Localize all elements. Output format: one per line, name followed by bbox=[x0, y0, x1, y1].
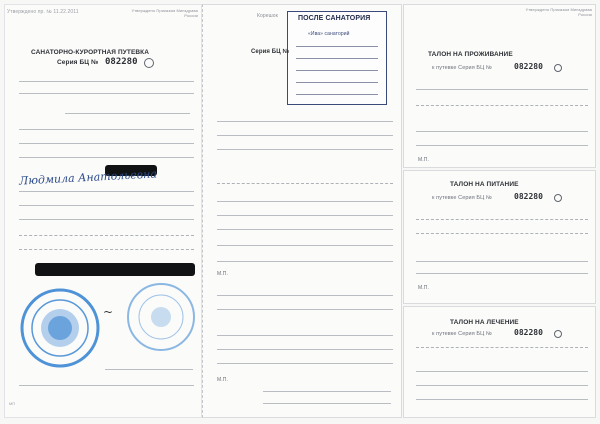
field-line bbox=[217, 295, 393, 296]
field-line bbox=[217, 261, 393, 262]
coupon-meals bbox=[403, 170, 596, 304]
footer-note: МП bbox=[9, 401, 16, 406]
field-line bbox=[19, 235, 194, 236]
stamp-subtitle: «Ива» санаторий bbox=[308, 31, 350, 37]
field-line bbox=[263, 403, 391, 404]
coupon-series: к путевке Серия БЦ № bbox=[432, 65, 492, 71]
field-line bbox=[263, 391, 391, 392]
stamp-line bbox=[296, 46, 378, 47]
stamp-line bbox=[296, 82, 378, 83]
stamp-mp-label: М.П. bbox=[217, 271, 228, 277]
field-line bbox=[217, 229, 393, 230]
field-line bbox=[416, 89, 588, 90]
field-line bbox=[19, 129, 194, 130]
handwritten-name: Людмила Анатольевна bbox=[18, 167, 158, 188]
field-line bbox=[217, 215, 393, 216]
stub-series: Серия БЦ № bbox=[251, 49, 290, 55]
field-line bbox=[217, 149, 393, 150]
round-stamp-icon bbox=[19, 287, 101, 369]
field-line bbox=[19, 143, 194, 144]
stamp-line bbox=[296, 94, 378, 95]
field-line bbox=[19, 219, 194, 220]
field-line bbox=[217, 201, 393, 202]
field-line bbox=[19, 249, 194, 250]
stamp-line bbox=[296, 58, 378, 59]
field-line bbox=[416, 371, 588, 372]
top-note-left: Утверждено пр. № 11.22.2011 bbox=[7, 9, 79, 15]
coupon-number: 082280 bbox=[514, 328, 543, 337]
voucher-title: САНАТОРНО-КУРОРТНАЯ ПУТЕВКА bbox=[31, 49, 150, 56]
field-line bbox=[416, 105, 588, 106]
approval-block: Утверждено Приказом Минздрава России bbox=[131, 8, 198, 18]
field-line bbox=[416, 145, 588, 146]
coupon-number: 082280 bbox=[514, 62, 543, 71]
field-line bbox=[217, 363, 393, 364]
signature-mark: ~ bbox=[103, 305, 114, 319]
field-line bbox=[105, 369, 193, 370]
field-line bbox=[19, 205, 194, 206]
stamp-mp-label: М.П. bbox=[217, 377, 228, 383]
coupon-title: ТАЛОН НА ПРОЖИВАНИЕ bbox=[428, 51, 513, 58]
field-line bbox=[217, 245, 393, 246]
field-line bbox=[416, 273, 588, 274]
number-circle-mark bbox=[554, 330, 562, 338]
voucher-number: 082280 bbox=[105, 57, 138, 67]
field-line bbox=[416, 261, 588, 262]
field-line bbox=[217, 335, 393, 336]
coupon-number: 082280 bbox=[514, 192, 543, 201]
field-line bbox=[65, 113, 190, 114]
field-line bbox=[19, 157, 194, 158]
coupon-series: к путевке Серия БЦ № bbox=[432, 195, 492, 201]
corner-label: Корешок bbox=[257, 13, 278, 19]
field-line bbox=[19, 385, 194, 386]
voucher-series: Серия БЦ № bbox=[57, 59, 99, 66]
field-line bbox=[416, 385, 588, 386]
field-line bbox=[217, 309, 393, 310]
coupon-series: к путевке Серия БЦ № bbox=[432, 331, 492, 337]
stamp-title: ПОСЛЕ САНАТОРИЯ bbox=[298, 15, 371, 22]
coupon-treatment bbox=[403, 306, 596, 418]
field-line bbox=[416, 399, 588, 400]
stamp-line bbox=[296, 70, 378, 71]
rect-stamp bbox=[287, 11, 387, 105]
field-line bbox=[217, 135, 393, 136]
field-line bbox=[19, 93, 194, 94]
redaction-bar bbox=[35, 263, 195, 276]
field-line bbox=[217, 121, 393, 122]
field-line bbox=[416, 233, 588, 234]
voucher-stub-panel bbox=[202, 4, 402, 418]
field-line bbox=[217, 183, 393, 184]
field-line bbox=[416, 347, 588, 348]
voucher-main-panel bbox=[4, 4, 202, 418]
field-line bbox=[217, 349, 393, 350]
stamp-mp-label: М.П. bbox=[418, 285, 429, 291]
number-circle-mark bbox=[554, 194, 562, 202]
coupon-title: ТАЛОН НА ПИТАНИЕ bbox=[450, 181, 519, 188]
coupon-accommodation bbox=[403, 4, 596, 168]
coupon-title: ТАЛОН НА ЛЕЧЕНИЕ bbox=[450, 319, 519, 326]
field-line bbox=[19, 81, 194, 82]
field-line bbox=[416, 219, 588, 220]
field-line bbox=[416, 131, 588, 132]
number-circle-mark bbox=[554, 64, 562, 72]
round-stamp-icon bbox=[125, 281, 197, 353]
stamp-mp-label: М.П. bbox=[418, 157, 429, 163]
field-line bbox=[19, 191, 194, 192]
approval-block: Утверждено Приказом Минздрава России bbox=[525, 7, 592, 17]
number-circle-mark bbox=[144, 58, 154, 68]
